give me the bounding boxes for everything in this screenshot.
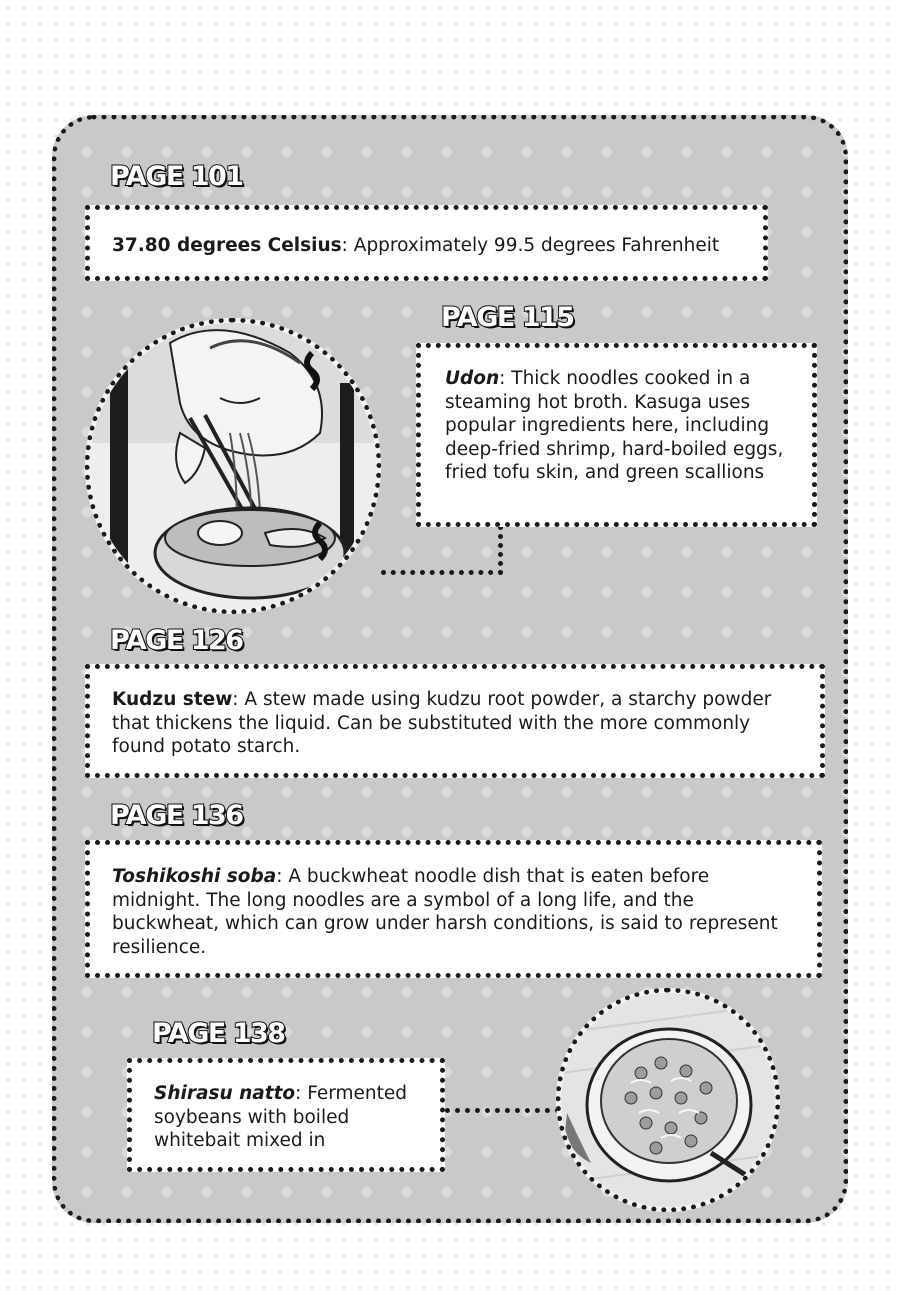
page-heading-126: PAGE 126 (110, 625, 243, 656)
entry-box-101 (85, 205, 768, 281)
page-heading-115: PAGE 115 (441, 302, 574, 333)
udon-eating-illustration (85, 318, 381, 614)
term-definition: : Fermented soybeans with boiled whitebait mixed in (154, 1083, 408, 1151)
entry-box-136 (85, 840, 822, 978)
entry-box-126 (85, 664, 825, 778)
term-label: Shirasu natto (154, 1083, 296, 1104)
udon-eating-icon (90, 323, 381, 614)
entry-box-115 (416, 343, 817, 527)
term-definition: : Approximately 99.5 degrees Fahrenheit (341, 235, 720, 256)
term-definition: : Thick noodles cooked in a steaming hot broth. Kasuga uses popular ingredients here, including deep-fried shrimp, hard-boiled eggs, fried tofu skin, and green scallions (445, 368, 784, 483)
page-heading-138: PAGE 138 (152, 1018, 285, 1049)
connector-line (498, 525, 503, 575)
term-label: Kudzu stew (112, 689, 233, 710)
term-label: Toshikoshi soba (112, 866, 277, 887)
page-heading-136: PAGE 136 (110, 800, 243, 831)
term-label: 37.80 degrees Celsius (112, 235, 342, 256)
term-definition: : A buckwheat noodle dish that is eaten before midnight. The long noodles are a symbol of a long life, and the buckwheat, which can grow under harsh conditions, is said to represent resilience. (112, 866, 778, 958)
connector-line (445, 1108, 560, 1113)
page-heading-101: PAGE 101 (110, 161, 243, 192)
term-definition: : A stew made using kudzu root powder, a starchy powder that thickens the liquid. Can be substituted with the more commonly found potato starch. (112, 689, 772, 757)
connector-line (381, 570, 503, 575)
term-label: Udon (445, 368, 500, 389)
natto-bowl-icon (561, 993, 780, 1212)
entry-box-138 (127, 1058, 445, 1172)
natto-bowl-illustration (556, 988, 780, 1212)
